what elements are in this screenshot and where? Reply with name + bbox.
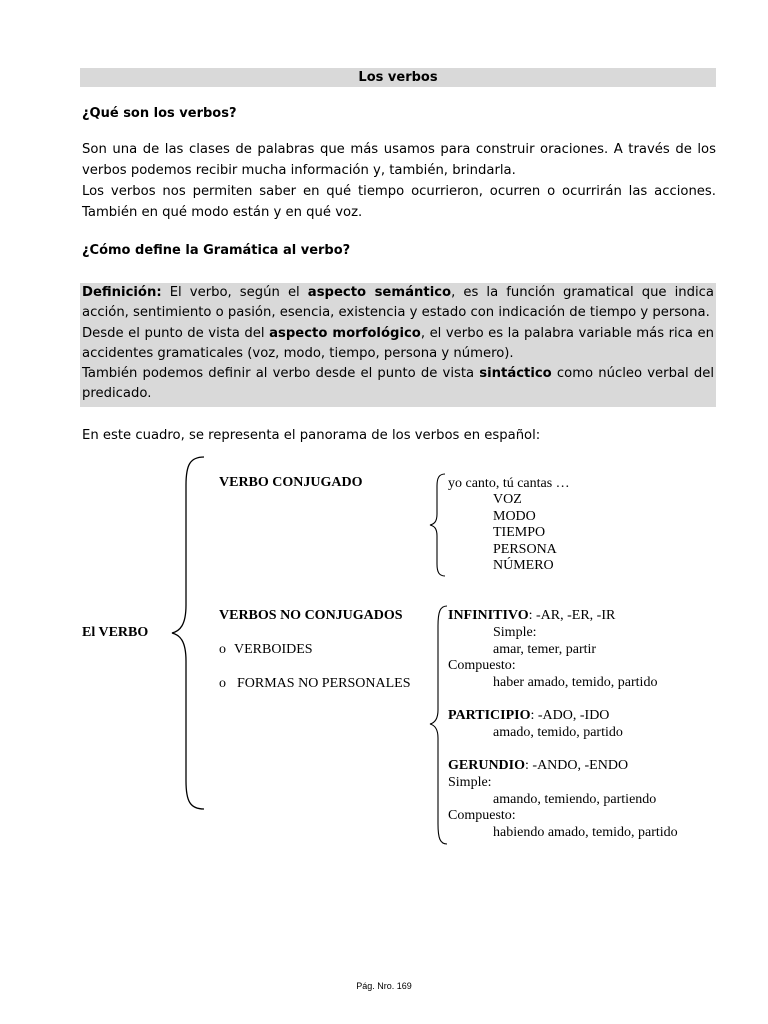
infinitivo-compuesto-label: Compuesto: — [448, 658, 516, 673]
gerundio-line — [448, 758, 628, 774]
def-term-semantic: aspecto semántico — [307, 285, 452, 300]
gerundio-simple-label: Simple: — [448, 775, 492, 790]
conjugado-brace — [427, 472, 447, 578]
intro-p2: Los verbos nos permiten saber en qué tiempo ocurrieron, ocurren o ocurrirán las acciones. También en qué modo están y en qué voz. — [82, 184, 716, 220]
gerundio-endings: : -ANDO, -ENDO — [525, 758, 629, 773]
bullet: o — [219, 676, 226, 691]
page-title: Los verbos — [80, 68, 716, 87]
infinitivo-simple-label: Simple: — [493, 625, 537, 640]
def-term-morphologic: aspecto morfológico — [269, 325, 421, 341]
intro-p1: Son una de las clases de palabras que más usamos para construir oraciones. A través de los verbos podemos recibir mucha información y, también, brindarla. — [82, 142, 716, 178]
conjugado-heading: VERBO CONJUGADO — [219, 475, 363, 490]
option-verboides: VERBOIDES — [234, 642, 313, 657]
conjugado-item: VOZ — [493, 492, 522, 507]
conjugado-item: NÚMERO — [493, 558, 554, 573]
conjugado-example: yo canto, tú cantas … — [448, 476, 570, 491]
definition-line-morphologic — [82, 324, 714, 365]
conjugado-item: PERSONA — [493, 542, 557, 557]
def-text: También podemos definir al verbo desde el punto de vista — [82, 366, 480, 382]
infinitivo-compuesto: haber amado, temido, partido — [493, 675, 658, 690]
gerundio-label: GERUNDIO — [448, 758, 526, 773]
def-term-syntactic: sintáctico — [479, 366, 552, 382]
def-text: El verbo, según el — [161, 285, 308, 300]
definition-line-syntactic — [82, 364, 714, 405]
question-what-are-verbs: ¿Qué son los verbos? — [82, 106, 237, 121]
diagram-root: El VERBO — [82, 625, 149, 640]
main-brace — [168, 455, 208, 811]
def-text: como núcleo verbal del predicado. — [82, 366, 714, 402]
intro-paragraph — [82, 139, 716, 223]
def-text: Desde el punto de vista del — [82, 325, 270, 341]
conjugado-item: TIEMPO — [493, 525, 546, 540]
gerundio-simple: amando, temiendo, partiendo — [493, 792, 657, 807]
gerundio-compuesto-label: Compuesto: — [448, 808, 516, 823]
infinitivo-endings: : -AR, -ER, -IR — [528, 608, 616, 623]
infinitivo-line — [448, 608, 615, 624]
gerundio-compuesto: habiendo amado, temido, partido — [493, 825, 678, 840]
participio-endings: : -ADO, -IDO — [530, 708, 610, 723]
definition-box — [80, 283, 716, 407]
no-conjugados-brace — [427, 604, 449, 846]
page-number: Pág. Nro. 169 — [356, 981, 412, 991]
option-formas-no-personales: FORMAS NO PERSONALES — [237, 676, 411, 691]
no-conjugados-heading: VERBOS NO CONJUGADOS — [219, 608, 403, 623]
participio-label: PARTICIPIO — [448, 708, 531, 723]
definition-label: Definición: — [82, 285, 162, 300]
infinitivo-simple: amar, temer, partir — [493, 642, 597, 657]
conjugado-item: MODO — [493, 509, 536, 524]
infinitivo-label: INFINITIVO — [448, 608, 529, 623]
participio-line — [448, 708, 609, 724]
question-grammar-definition: ¿Cómo define la Gramática al verbo? — [82, 243, 351, 258]
participio-forms: amado, temido, partido — [493, 725, 623, 740]
bullet: o — [219, 642, 226, 657]
definition-line-semantic — [82, 283, 714, 324]
def-text: , el verbo es la palabra variable más rica en accidentes gramaticales (voz, modo, tiempo, persona y número). — [82, 325, 714, 361]
diagram-intro: En este cuadro, se representa el panorama de los verbos en español: — [82, 428, 541, 443]
def-text: , es la función gramatical que indica acción, sentimiento o pasión, esencia, existencia y estado con indicación de tiempo y persona. — [82, 285, 714, 321]
